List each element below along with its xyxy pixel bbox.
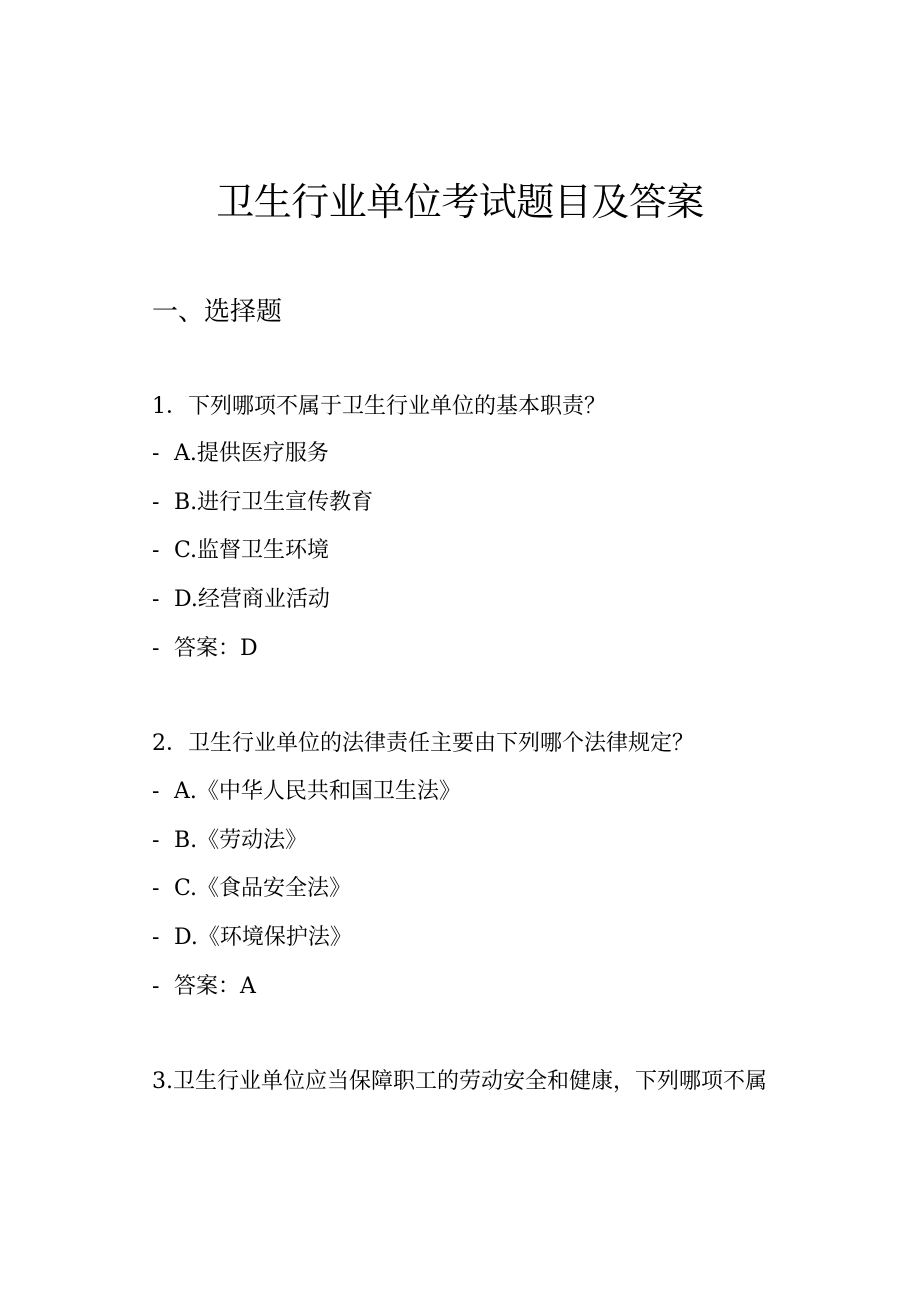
question-1-option-b [152, 486, 373, 520]
option-label: D.经营商业活动 [174, 587, 330, 612]
answer-label: 答案：D [174, 636, 258, 661]
option-label: B.《劳动法》 [174, 828, 308, 853]
option-label: A.提供医疗服务 [174, 441, 329, 466]
question-2-option-b [152, 824, 307, 858]
question-2-option-c [152, 872, 351, 906]
question-1-text: 1．下列哪项不属于卫生行业单位的基本职责？ [152, 394, 606, 419]
section-heading: 一、选择题 [152, 297, 283, 327]
dash: - [152, 828, 160, 853]
dash: - [152, 876, 160, 901]
question-3-text: 3.卫生行业单位应当保障职工的劳动安全和健康，下列哪项不属 [152, 1069, 767, 1094]
question-1-option-c [152, 534, 329, 568]
option-label: C.《食品安全法》 [174, 876, 352, 901]
question-2-answer [152, 970, 256, 1004]
dash: - [152, 587, 160, 612]
question-2-option-d [152, 921, 352, 955]
dash: - [152, 974, 160, 999]
option-label: A.《中华人民共和国卫生法》 [174, 779, 461, 804]
dash: - [152, 779, 160, 804]
option-label: C.监督卫生环境 [174, 538, 330, 563]
question-2-option-a [152, 775, 461, 809]
document-title: 卫生行业单位考试题目及答案 [216, 180, 704, 224]
question-1-option-a [152, 437, 329, 471]
dash: - [152, 636, 160, 661]
option-label: D.《环境保护法》 [174, 925, 352, 950]
dash: - [152, 441, 160, 466]
option-label: B.进行卫生宣传教育 [174, 490, 374, 515]
question-1-answer [152, 632, 258, 666]
dash: - [152, 490, 160, 515]
dash: - [152, 538, 160, 563]
dash: - [152, 925, 160, 950]
question-2-text: 2．卫生行业单位的法律责任主要由下列哪个法律规定？ [152, 731, 694, 756]
question-1-option-d [152, 583, 330, 617]
answer-label: 答案：A [174, 974, 256, 999]
